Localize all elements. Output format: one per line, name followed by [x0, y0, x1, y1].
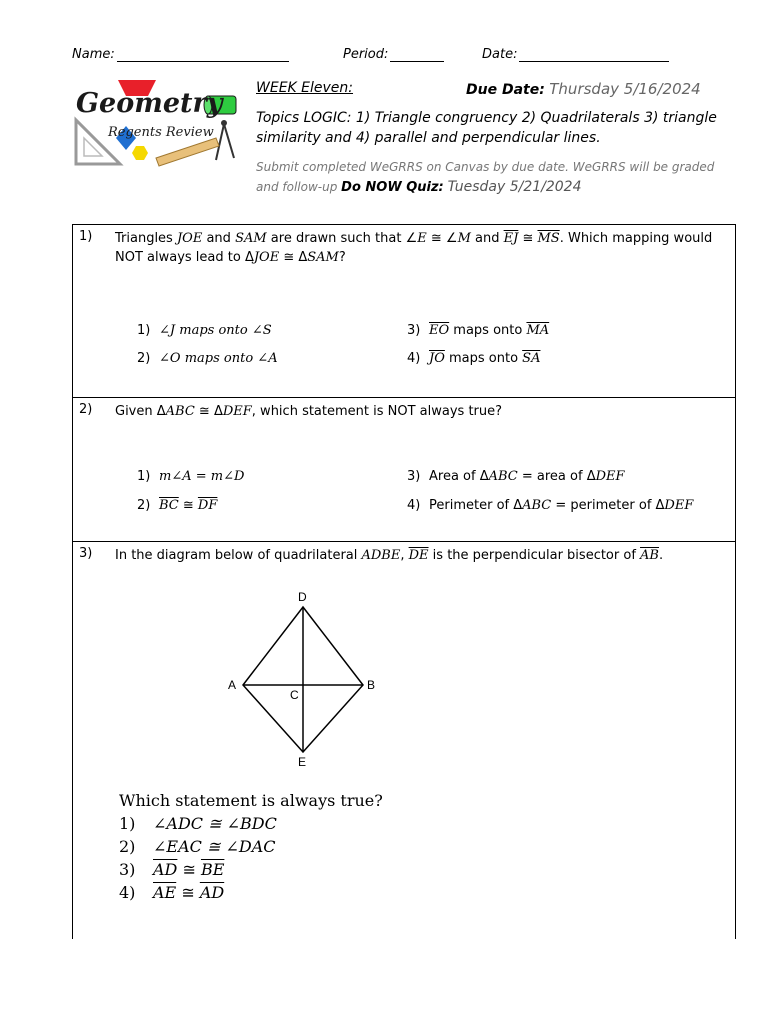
label-e: E — [298, 755, 307, 769]
question-1 — [73, 225, 735, 398]
submit-text: Submit completed WeGRRS on Canvas by due date. WeGRRS will be graded and follow-up — [256, 160, 715, 194]
label-d: D — [298, 590, 307, 604]
question-table — [72, 224, 736, 939]
date-field[interactable] — [482, 47, 669, 62]
date-line[interactable] — [519, 49, 669, 62]
question-prompt: Which statement is always true? — [119, 791, 383, 810]
geometry-regents-review-logo — [74, 76, 246, 174]
choice-2[interactable]: 2) ∠O maps onto ∠A — [137, 351, 278, 366]
topics-text: Topics LOGIC: 1) Triangle congruency 2) Quadrilaterals 3) triangle similarity and 4) parallel and perpendicular lines. — [256, 110, 717, 146]
due-date — [466, 80, 701, 98]
logo-subtitle: Regents Review — [108, 125, 214, 140]
date-label: Date: — [482, 47, 518, 62]
choice-4[interactable]: 4) $\overline{JO}$ maps onto $\overline{SA}$ — [407, 351, 541, 366]
name-label: Name: — [72, 47, 115, 62]
choice-3[interactable]: 3) $\overline{AD}$ ≅ $\overline{BE}$ — [119, 860, 225, 879]
do-now-label: Do NOW Quiz: — [341, 180, 444, 195]
choice-4[interactable]: 4) $\overline{AE}$ ≅ $\overline{AD}$ — [119, 883, 225, 902]
do-now-date: Tuesday 5/21/2024 — [447, 179, 582, 195]
period-field[interactable] — [343, 47, 444, 62]
week-title: WEEK Eleven: — [256, 80, 354, 96]
label-c: C — [290, 688, 299, 702]
question-text: Given ΔABC ≅ ΔDEF, which statement is NOT always true? — [115, 404, 503, 419]
period-label: Period: — [343, 47, 389, 62]
choice-2[interactable]: 2) $\overline{BC}$ ≅ $\overline{DF}$ — [137, 498, 218, 513]
quadrilateral-diagram — [223, 582, 393, 772]
choice-3[interactable]: 3) $\overline{EO}$ maps onto $\overline{MA}$ — [407, 323, 550, 338]
question-2 — [73, 398, 735, 542]
question-number: 1) — [79, 229, 93, 244]
period-line[interactable] — [390, 49, 444, 62]
choice-1[interactable]: 1) m∠A = m∠D — [137, 469, 245, 484]
name-field[interactable] — [72, 47, 289, 62]
question-text: Triangles JOE and SAM are drawn such that ∠E ≅ ∠M and $\overline{EJ}$ ≅ $\overline{MS}$. Which mapping would NOT always lead to ΔJOE ≅ ΔSAM? — [115, 231, 713, 265]
name-line[interactable] — [117, 49, 289, 62]
due-date-value: Thursday 5/16/2024 — [549, 80, 701, 98]
choice-1[interactable]: 1) ∠ADC ≅ ∠BDC — [119, 814, 277, 833]
question-3 — [73, 542, 735, 940]
choice-3[interactable]: 3) Area of ΔABC = area of ΔDEF — [407, 469, 625, 484]
due-date-label: Due Date: — [466, 82, 545, 98]
label-b: B — [367, 678, 376, 692]
choice-2[interactable]: 2) ∠EAC ≅ ∠DAC — [119, 837, 276, 856]
question-number: 2) — [79, 402, 93, 417]
choice-4[interactable]: 4) Perimeter of ΔABC = perimeter of ΔDEF — [407, 498, 694, 513]
question-text: In the diagram below of quadrilateral ADBE, $\overline{DE}$ is the perpendicular bisector of $\overline{AB}$. — [115, 548, 664, 563]
logo-title: Geometry — [76, 88, 223, 119]
question-number: 3) — [79, 546, 93, 561]
choice-1[interactable]: 1) ∠J maps onto ∠S — [137, 323, 272, 338]
submit-instructions — [256, 157, 726, 198]
label-a: A — [228, 678, 237, 692]
